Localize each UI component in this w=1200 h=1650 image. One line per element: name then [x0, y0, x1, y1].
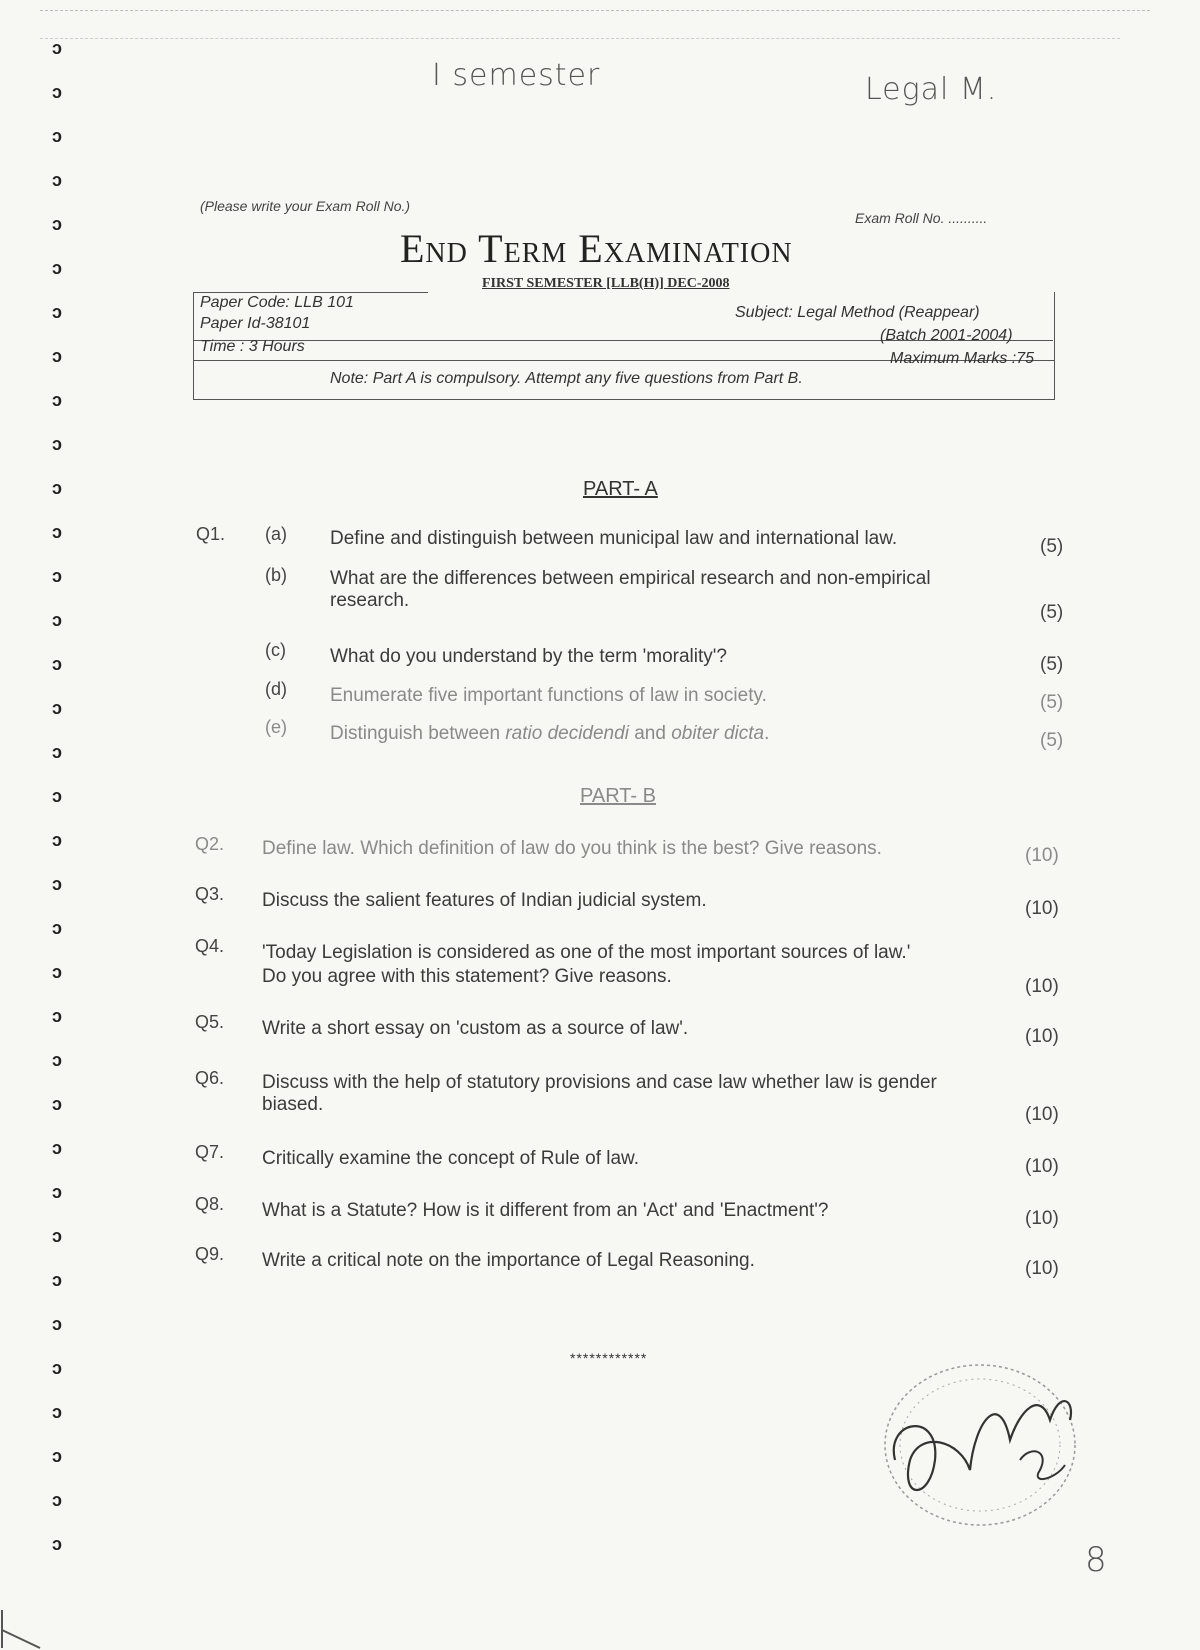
max-marks: Maximum Marks :75 [890, 350, 1035, 367]
question-marks: (10) [1025, 898, 1059, 919]
subquestion-label: (c) [265, 640, 286, 660]
question-text: Discuss the salient features of Indian judicial system. [262, 890, 707, 911]
question-text: What are the differences between empirical research and non-empirical [330, 568, 931, 589]
question-marks: (5) [1040, 602, 1064, 623]
question-number: Q8. [195, 1194, 225, 1214]
instructions-note: Note: Part A is compulsory. Attempt any five questions from Part B. [330, 370, 803, 387]
subquestion-label: (d) [265, 679, 287, 699]
subquestion-label: (b) [265, 565, 287, 585]
question-number: Q6. [195, 1068, 225, 1088]
signature-stamp [880, 1350, 1085, 1535]
subject-line: Subject: Legal Method (Reappear) [735, 304, 980, 321]
exam-page: ↄ ↄ ↄ ↄ ↄ ↄ ↄ ↄ ↄ ↄ ↄ ↄ ↄ ↄ ↄ ↄ ↄ ↄ ↄ ↄ ↄ ↄ ↄ ↄ ↄ ↄ ↄ ↄ ↄ ↄ ↄ ↄ ↄ ↄ ↄ I semester Legal M. (Please write your Exam Roll No.) Exam Roll No. .......... End Term Examination FIRST SEMESTER [LLB(H)] DEC-2008 Paper Code: LLB 101 Paper Id-38101 Time : 3 Hours Subject: Legal Method (Reappear) (Batch 2001-2004) Maximum Marks :75 Note: Part A is compulsory. Attempt any five questions from Part B. PART- A Q1. (a) Define and distinguish between municipal law and international law. (5) (b) What are the differences between empirical research and non-empirical research. (5) (c) What do you understand by the term 'morality'? (5) (d) Enumerate five important functions of law in society. (5) (e) Distinguish between ratio decidendi and obiter dicta. (5) PART- B Q2. Define law. Which definition of law do you think is the best? Give reasons. (10) Q3. Discuss the salient features of Indian judicial system. (10) Q4. 'Today Legislation is considered as one of the most important sources of law.' Do you agree with this statement? Give reasons. (10) Q5. Write a short essay on 'custom as a source of law'. (10) Q6. Discuss with the help of statutory provisions and case law whether law is gender biased. (10) Q7. Critically examine the concept of Rule of law. (10) Q8. What is a Statute? How is it different from an 'Act' and 'Enactment'? (10) Q9. Write a critical note on the importance of Legal Reasoning. (10) ************ 8 [0, 0, 1200, 1650]
roll-number-note: (Please write your Exam Roll No.) [200, 198, 411, 214]
question-number: Q3. [195, 884, 225, 904]
question-marks: (5) [1040, 730, 1064, 751]
part-b-heading: PART- B [580, 785, 656, 807]
question-text-cont: research. [330, 590, 410, 611]
question-text: Write a critical note on the importance of Legal Reasoning. [262, 1250, 755, 1271]
question-number: Q5. [195, 1012, 225, 1032]
end-of-paper-marker: ************ [570, 1350, 648, 1366]
roll-number-label: Exam Roll No. .......... [855, 210, 988, 226]
question-text-cont: biased. [262, 1094, 324, 1115]
question-marks: (10) [1025, 1258, 1059, 1279]
question-number: Q2. [195, 834, 225, 854]
question-marks: (5) [1040, 536, 1064, 557]
question-text: Discuss with the help of statutory provisions and case law whether law is gender [262, 1072, 937, 1093]
question-text: Critically examine the concept of Rule of law. [262, 1148, 640, 1169]
time-allowed: Time : 3 Hours [200, 338, 305, 355]
handwritten-semester: I semester [432, 58, 601, 93]
question-marks: (10) [1025, 845, 1059, 866]
scan-artifact-line [40, 10, 1150, 11]
question-text: Enumerate five important functions of law in society. [330, 685, 767, 706]
part-a-heading: PART- A [583, 478, 658, 500]
question-text: What do you understand by the term 'morality'? [330, 646, 727, 667]
question-marks: (5) [1040, 654, 1064, 675]
handwritten-page-number: 8 [1085, 1540, 1108, 1580]
exam-title: End Term Examination [400, 226, 793, 271]
question-text: Define law. Which definition of law do you think is the best? Give reasons. [262, 838, 882, 859]
question-marks: (10) [1025, 1104, 1059, 1125]
batch-line: (Batch 2001-2004) [880, 327, 1013, 344]
subquestion-label: (e) [265, 717, 287, 737]
question-number: Q7. [195, 1142, 225, 1162]
exam-subtitle: FIRST SEMESTER [LLB(H)] DEC-2008 [482, 276, 730, 291]
question-marks: (10) [1025, 976, 1059, 997]
question-text: Define and distinguish between municipal law and international law. [330, 528, 898, 549]
page-corner-fold [0, 1610, 50, 1650]
question-text: Write a short essay on 'custom as a source of law'. [262, 1018, 689, 1039]
paper-id: Paper Id-38101 [200, 315, 311, 332]
paper-code: Paper Code: LLB 101 [200, 294, 354, 311]
question-number: Q4. [195, 936, 225, 956]
handwritten-subject: Legal M. [865, 72, 998, 107]
question-number: Q1. [196, 524, 226, 544]
question-number: Q9. [195, 1244, 225, 1264]
question-marks: (10) [1025, 1026, 1059, 1047]
question-marks: (10) [1025, 1208, 1059, 1229]
question-text: 'Today Legislation is considered as one of the most important sources of law.' [262, 942, 911, 963]
question-text: Distinguish between ratio decidendi and obiter dicta. [330, 723, 770, 744]
scan-artifact-line [40, 38, 1120, 39]
question-text: What is a Statute? How is it different from an 'Act' and 'Enactment'? [262, 1200, 829, 1221]
question-marks: (10) [1025, 1156, 1059, 1177]
question-marks: (5) [1040, 692, 1064, 713]
question-text-cont: Do you agree with this statement? Give reasons. [262, 966, 672, 987]
subquestion-label: (a) [265, 524, 287, 544]
